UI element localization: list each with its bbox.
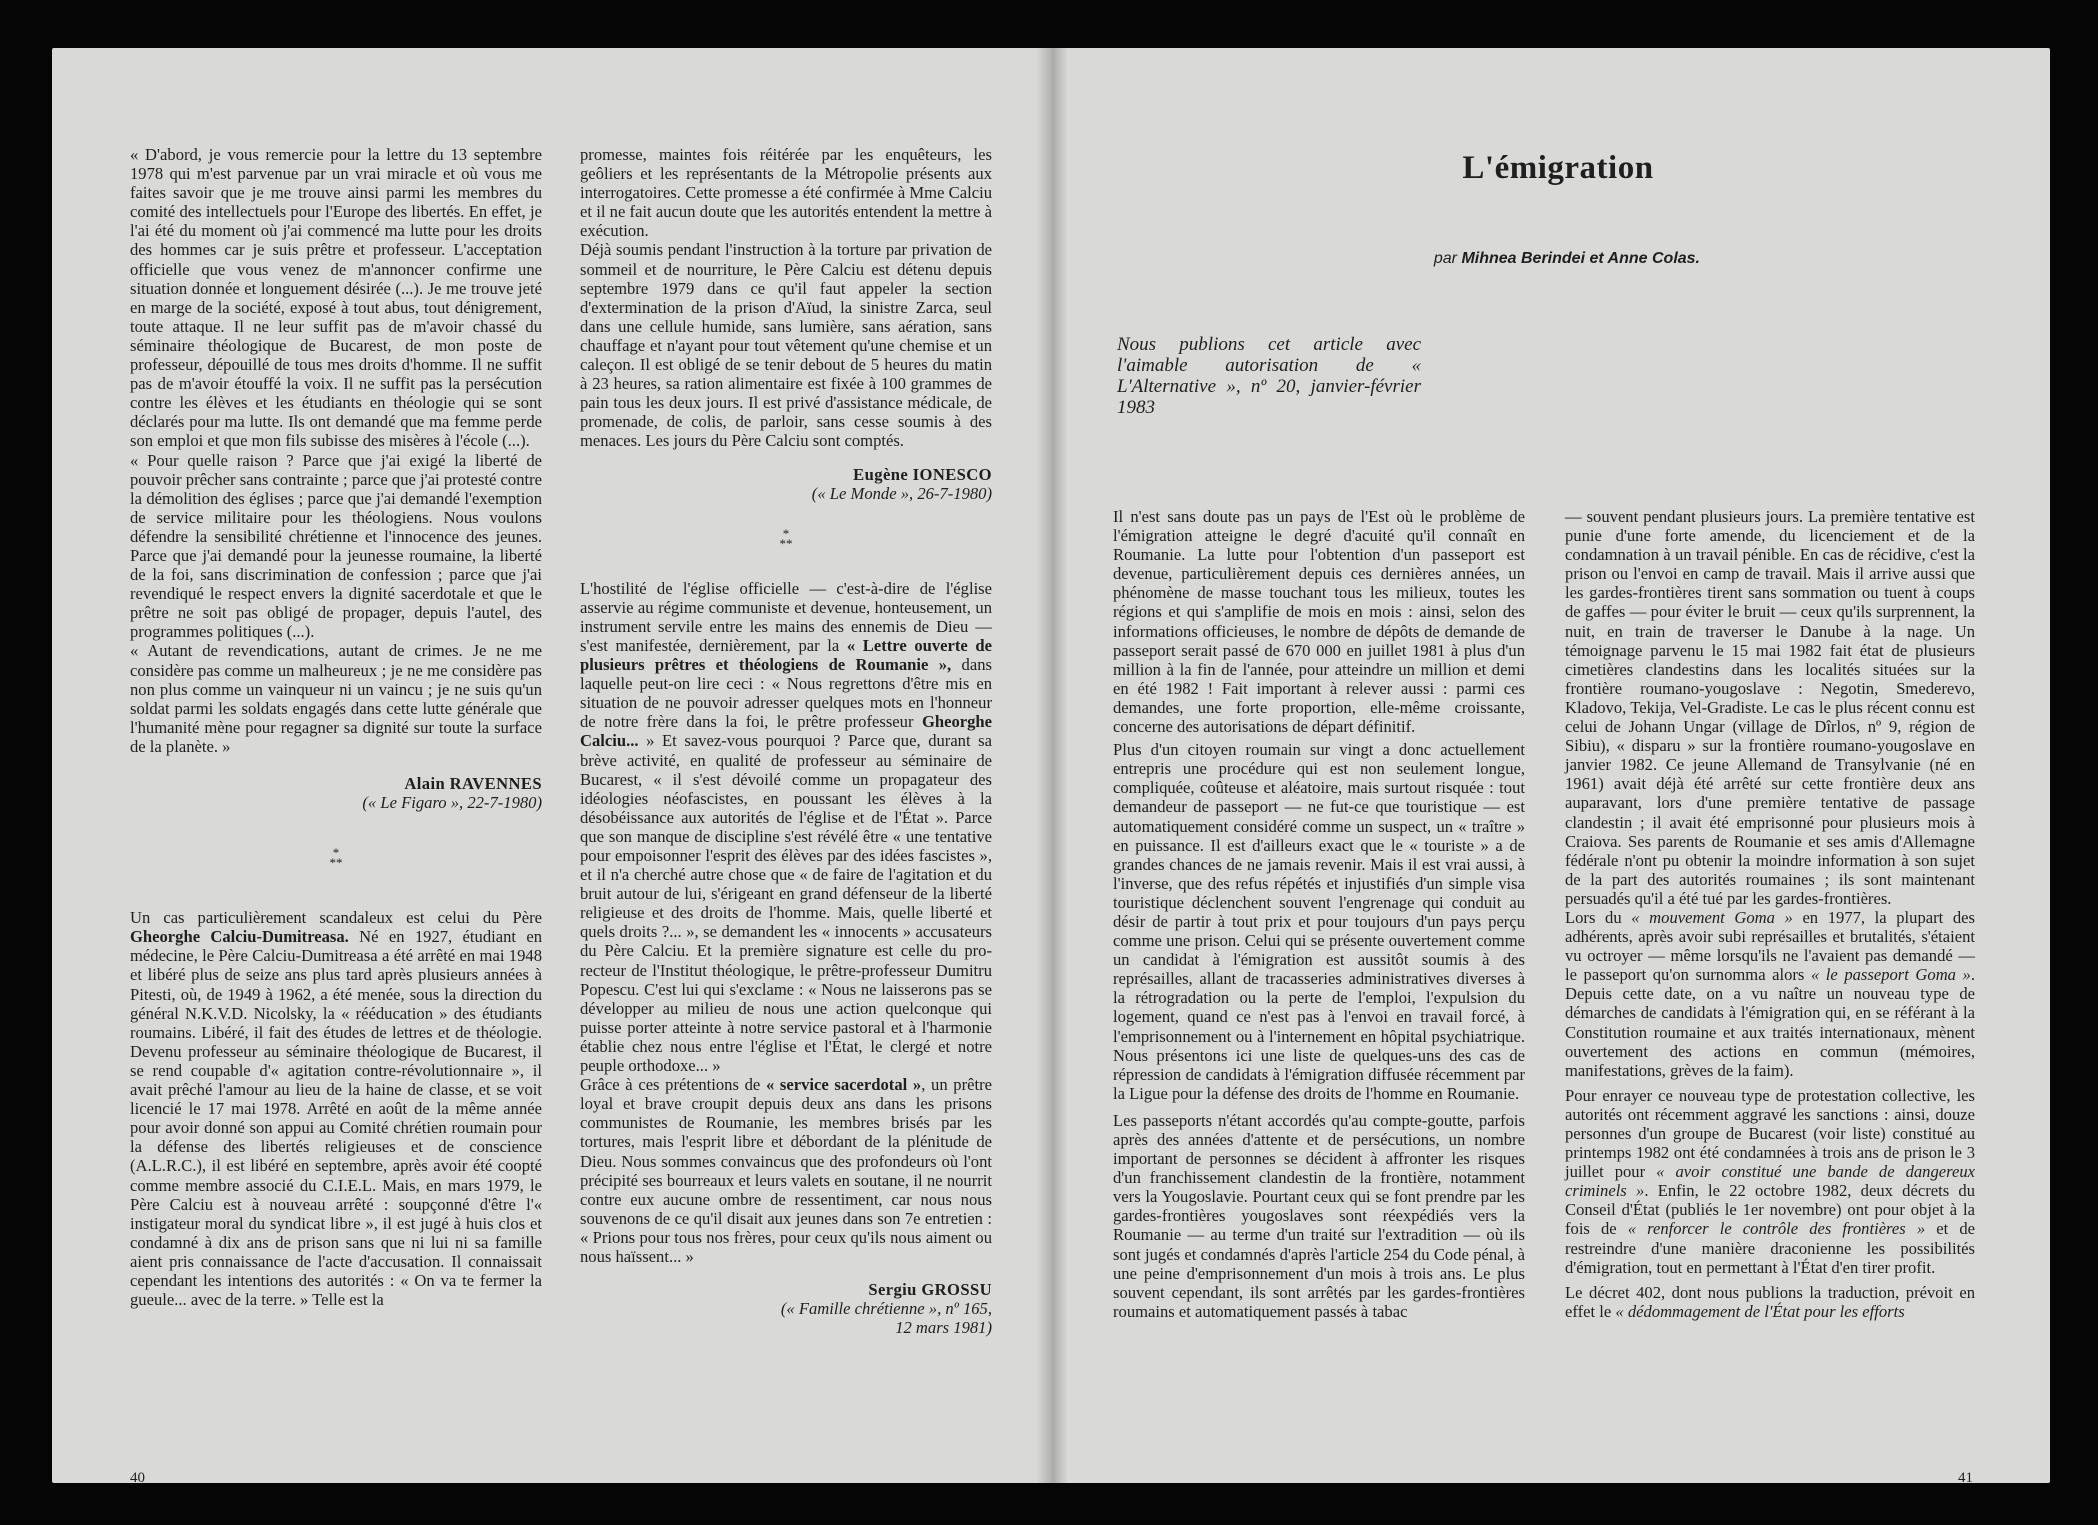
left-column-2 <box>580 145 992 1337</box>
left-column-1 <box>130 145 542 1309</box>
paragraph: Le décret 402, dont nous publions la traduction, prévoit en effet le « dédommagement de l'État pour les efforts <box>1565 1282 1975 1321</box>
paragraph: — souvent pendant plusieurs jours. La première tentative est punie d'une forte amende, du licenciement et de la condamnation à un travail pénible. En cas de récidive, c'est la prison ou l'envoi en camp de travail. Mais il arrive aussi que les gardes-frontières tirent sans sommation ou tuent à coups de gaffes — pour éviter le bruit — ceux qu'ils surprennent, la nuit, en train de traverser le Danube à la nage. Un témoignage parvenu le 15 mai 1982 fait état de plusieurs cimetières clandestins dans les localités situées sur la frontière roumano-yougoslave : Negotin, Smederevo, Kladovo, Tekija, Vel-Gradiste. Le cas le plus récent connu est celui de Johann Ungar (village de Dîrlos, nº 9, région de Sibiu), « disparu » sur la frontière roumano-yougoslave en janvier 1982. Ce jeune Allemand de Transylvanie (né en 1961) avait déjà été arrêté sur cette frontière deux ans auparavant, lors d'une première tentative de passage clandestin ; il avait été emprisonné pour plusieurs mois à Craiova. Ses parents de Roumanie et ses amis d'Allemagne fédérale n'ont pu obtenir la moindre information à son sujet de la part des autorités roumaines ; ils sont maintenant persuadés qu'il a été tué par les gardes-frontières. <box>1565 507 1975 908</box>
article-byline <box>1200 250 1700 268</box>
signature-name: Sergiu GROSSU <box>868 1280 992 1300</box>
byline-authors: Mihnea Berindei et Anne Colas. <box>1461 250 1700 267</box>
paragraph: Plus d'un citoyen roumain sur vingt a donc actuellement entrepris une procédure qui est non seulement longue, compliquée, coûteuse et aléatoire, mais surtout risquée : tout demandeur de passeport — ne fut-ce que touristique — est automatiquement considéré comme un suspect, un « traître » en puissance. Il est d'ailleurs exact que le « touriste » a de grandes chances de ne jamais revenir. Mais il est vrai aussi, à l'inverse, que des refus répétés et injustifiés d'un simple visa touristique déclenchent souvent l'engrenage qui conduit au désir de partir à tout prix et pour toujours d'un pays perçu comme une prison. Celui qui se présente ouvertement comme un candidat à l'émigration est aussitôt soumis à des représailles, allant de tracasseries administratives diverses à la rétrogradation ou la perte de l'emploi, l'expulsion du logement, quand ce n'est pas à l'envoi en travail forcé, à l'emprisonnement ou à l'internement en hôpital psychiatrique. Nous présentons ici une liste de quelques-uns des cas de répression de candidats à l'émigration diffusée récemment par la Ligue pour la défense des droits de l'homme en Roumanie. <box>1113 740 1525 1103</box>
signature-source: (« Le Monde », 26-7-1980) <box>811 483 992 503</box>
page-number: 41 <box>1958 1470 1973 1486</box>
signature-name: Eugène IONESCO <box>853 464 992 484</box>
signature-source: (« Le Figaro », 22-7-1980) <box>362 793 542 813</box>
paragraph: promesse, maintes fois réitérée par les enquêteurs, les geôliers et les représentants de la Métropolie présents aux interrogatoires. Cette promesse a été confirmée à Mme Calciu et il ne fait aucun doute que les autorités entendent la mettre à exécution. <box>580 145 992 241</box>
book-gutter <box>1036 48 1068 1483</box>
article-title: L'émigration <box>1462 150 1654 186</box>
byline-prefix: par <box>1433 250 1457 267</box>
paragraph: Grâce à ces prétentions de « service sacerdotal », un prêtre loyal et brave croupit depuis deux ans dans les prisons communistes de Roumanie, les membres brisés par les tortures, mais l'esprit libre et débordant de la plénitude de Dieu. Nous sommes convaincus que des profondeurs où l'ont précipité ses bourreaux et leurs valets en soutane, il ne nourrit contre eux aucune ombre de ressentiment, car nous nous souvenons de ce qu'il disait aux jeunes dans son 7e entretien : « Prions pour tous nos frères, pour ceux qu'ils nous aiment ou nous haïssent... » <box>580 1075 992 1266</box>
paragraph: L'hostilité de l'église officielle — c'est-à-dire de l'église asservie au régime communiste et devenue, honteusement, un instrument servile entre les mains des ennemis de Dieu — s'est manifestée, dernièrement, par la « Lettre ouverte de plusieurs prêtres et théologiens de Roumanie », dans laquelle peut-on lire ceci : « Nous regrettons d'être mis en situation de ne pouvoir adresser quelques mots en l'honneur de notre frère dans la foi, le prêtre professeur Gheorghe Calciu... » Et savez-vous pourquoi ? Parce que, durant sa brève activité, en qualité de professeur au séminaire de Bucarest, « il s'est dévoilé comme un propagateur des idéologies néofascistes, en poussant les élèves à la désobéissance aux autorités de l'église et de l'État ». Parce que son manque de discipline s'est révélé être « une tentative pour empoisonner l'esprit des élèves par des idées fascistes », et il n'a cherché autre chose que « de faire de l'agitation et du bruit autour de lui, s'érigeant en grand défenseur de la liberté religieuse et des droits de l'homme. Mais, quelle liberté et quels droits ?... », se demandent les « innocents » accusateurs du Père Calciu. Et la première signature est celle du pro-recteur de l'Institut théologique, le prêtre-professeur Dumitru Popescu. C'est lui qui s'exclame : « Nous ne laisserons pas se développer au milieu de nous une action quelconque qui puisse porter atteinte à notre service pastoral et à l'harmonie établie chez nous entre l'église et l'État, le clergé et notre peuple orthodoxe... » <box>580 578 992 1076</box>
paragraph: Les passeports n'étant accordés qu'au compte-goutte, parfois après des années d'attente et de persécutions, un nombre important de personnes se décident à affronter les risques d'un franchissement clandestin de la frontière, notamment vers la Yougoslavie. Pourtant ceux qui se font prendre par les gardes-frontières yougoslaves sont réexpédiés vers la Roumanie — au terme d'un traité sur l'extradition — où ils sont jugés et condamnés d'après l'article 254 du Code pénal, à une peine d'emprisonnement d'un mois à trois ans. Le plus souvent cependant, ils sont arrêtés par les gardes-frontières roumains et automatiquement passés à tabac <box>1113 1110 1525 1321</box>
right-column-1 <box>1113 507 1525 1321</box>
paragraph: Déjà soumis pendant l'instruction à la torture par privation de sommeil et de nourriture, le Père Calciu est détenu depuis septembre 1979 dans ce qu'il faut appeler la section d'extermination de la prison d'Aïud, la sinistre Zarca, seul dans une cellule humide, sans lumière, sans aération, sans chauffage et n'ayant pour tout vêtement qu'une chemise et un caleçon. Il est obligé de se tenir debout de 5 heures du matin à 23 heures, sa ration alimentaire est fixée à 100 grammes de pain tous les deux jours. Il est privé d'assistance médicale, de promenade, de colis, de parloir, sans cesse soumis à des menaces. Les jours du Père Calciu sont comptés. <box>580 240 992 451</box>
paragraph: Un cas particulièrement scandaleux est celui du Père Gheorghe Calciu-Dumitreasa. Né en 1927, étudiant en médecine, le Père Calciu-Dumitreasa a été arrêté en mai 1948 et libéré plus de seize ans plus tard après plusieurs années à Pitesti, où, de 1949 à 1962, a été menée, sous la direction du général N.K.V.D. Nicolsky, la « rééducation » des étudiants roumains. Libéré, il fait des études de lettres et de théologie. Devenu professeur au séminaire théologique de Bucarest, il se rend coupable d'« agitation contre-révolutionnaire », il avait prêché l'amour au lieu de la haine de classe, et se voit licencié le 17 mai 1978. Arrêté en août de la même année pour avoir donné son appui au Comité chrétien roumain pour la défense des libertés religieuses et de conscience (A.L.R.C.), il est libéré en septembre, après avoir été coopté comme membre associé du C.I.E.L. Mais, en mars 1979, le Père Calciu est à nouveau arrêté : soupçonné d'être l'« instigateur moral du syndicat libre », il est jugé à huis clos et condamné à dix ans de prison sans que ni lui ni sa famille aient pris connaissance de l'acte d'accusation. Il connaissait cependant les intentions des autorités : « On va te fermer la gueule... avec de la terre. » Telle est la <box>130 908 543 1310</box>
paragraph: « D'abord, je vous remercie pour la lettre du 13 septembre 1978 qui m'est parvenue par un vrai miracle et où vous me faites savoir que je me trouve ainsi parmi les membres du comité des intellectuels pour l'Europe des libertés. En effet, je l'ai été du moment où j'ai commencé ma lutte pour les droits des hommes car je suis prêtre et professeur. L'acceptation officielle que vous venez de m'annoncer confirme une situation donnée et longuement désirée (...). Je me trouve jeté en marge de la société, exposé à tout abus, tout dénigrement, toute attaque. Il ne leur suffit pas de m'avoir chassé du séminaire théologique de Bucarest, de mon poste de professeur, dépouillé de tous mes droits d'homme. Il ne suffit pas de m'avoir étouffé la voix. Il ne suffit pas la persécution contre les élèves et les étudiants en théologie qui se sont déclarés pour ma lutte. Ils ont demandé que ma femme perde son emploi et que mon fils subisse des misères à l'école (...). <box>130 145 542 451</box>
section-separator: * ** <box>329 845 343 871</box>
article-intro: Nous publions cet article avec l'aimable autorisation de « L'Alternative », nº 20, janvier-février 1983 <box>1117 334 1421 418</box>
paragraph: Il n'est sans doute pas un pays de l'Est où le problème de l'émigration atteigne le degré d'acuité qu'il connaît en Roumanie. La lutte pour l'obtention d'un passeport est devenue, particulièrement depuis ces dernières années, un phénomène de masse touchant tous les milieux, toutes les régions et qui s'amplifie de mois en mois : ainsi, selon des informations officieuses, le nombre de dépôts de demande de passeport serait passé de 670 000 en juillet 1981 à plus d'un million à la fin de l'année, pour atteindre un million et demi en été 1982 ! Fait important à relever aussi : parmi ces demandes, une forte proportion, elle-même croissante, concerne des autorisations de départ définitif. <box>1113 507 1525 737</box>
section-separator: * ** <box>779 525 793 551</box>
paragraph: Pour enrayer ce nouveau type de protestation collective, les autorités ont récemment aggravé les sanctions : ainsi, douze personnes d'un groupe de Bucarest (voir liste) constitué au printemps 1982 ont été condamnées à trois ans de prison le 3 juillet pour « avoir constitué une bande de dangereux criminels ». Enfin, le 22 octobre 1982, deux décrets du Conseil d'État (publiés le 1er novembre) ont pour objet à la fois de « renforcer le contrôle des frontières » et de restreindre d'une manière draconienne les possibilités d'émigration, tout en permettant à l'État d'en tirer profit. <box>1565 1085 1975 1277</box>
paragraph: « Autant de revendications, autant de crimes. Je ne me considère pas comme un malheureux ; je ne me considère pas non plus comme un vainqueur ni un vaincu ; je ne suis qu'un soldat parmi les soldats engagés dans cette lutte générale que l'humanité mène pour regagner sa dignité sur toute la surface de la planète. » <box>130 641 542 756</box>
signature-name: Alain RAVENNES <box>404 774 542 793</box>
right-column-2 <box>1565 507 1975 1321</box>
paragraph: Lors du « mouvement Goma » en 1977, la plupart des adhérents, après avoir subi représailles et brutalités, s'étaient vu octroyer — même lorsqu'ils ne l'avaient pas demandé — le passeport qu'on surnomma alors « le passeport Goma ». Depuis cette date, on a vu naître un nouveau type de démarches de candidats à l'émigration qui, en se référant à la Constitution roumaine et aux traités internationaux, mènent ouvertement des actions en commun (mémoires, manifestations, grèves de la faim). <box>1565 907 1976 1080</box>
paragraph: « Pour quelle raison ? Parce que j'ai exigé la liberté de pouvoir prêcher sans contrainte ; parce que j'ai protesté contre la démolition des églises ; parce que j'ai demandé l'exemption de service militaire pour les théologiens. Nous voulons défendre la sensibilité chrétienne et l'innocence des jeunes. Parce que j'ai demandé pour la jeunesse roumaine, la liberté de la foi, sans discrimination de confession ; parce que j'ai revendiqué le respect envers la dignité sacerdotale et que le prêtre ne soit pas obligé de propager, depuis l'autel, des programmes politiques (...). <box>130 450 542 642</box>
page-number: 40 <box>130 1470 145 1486</box>
signature-source: (« Famille chrétienne », nº 165, 12 mars 1981) <box>780 1299 992 1338</box>
